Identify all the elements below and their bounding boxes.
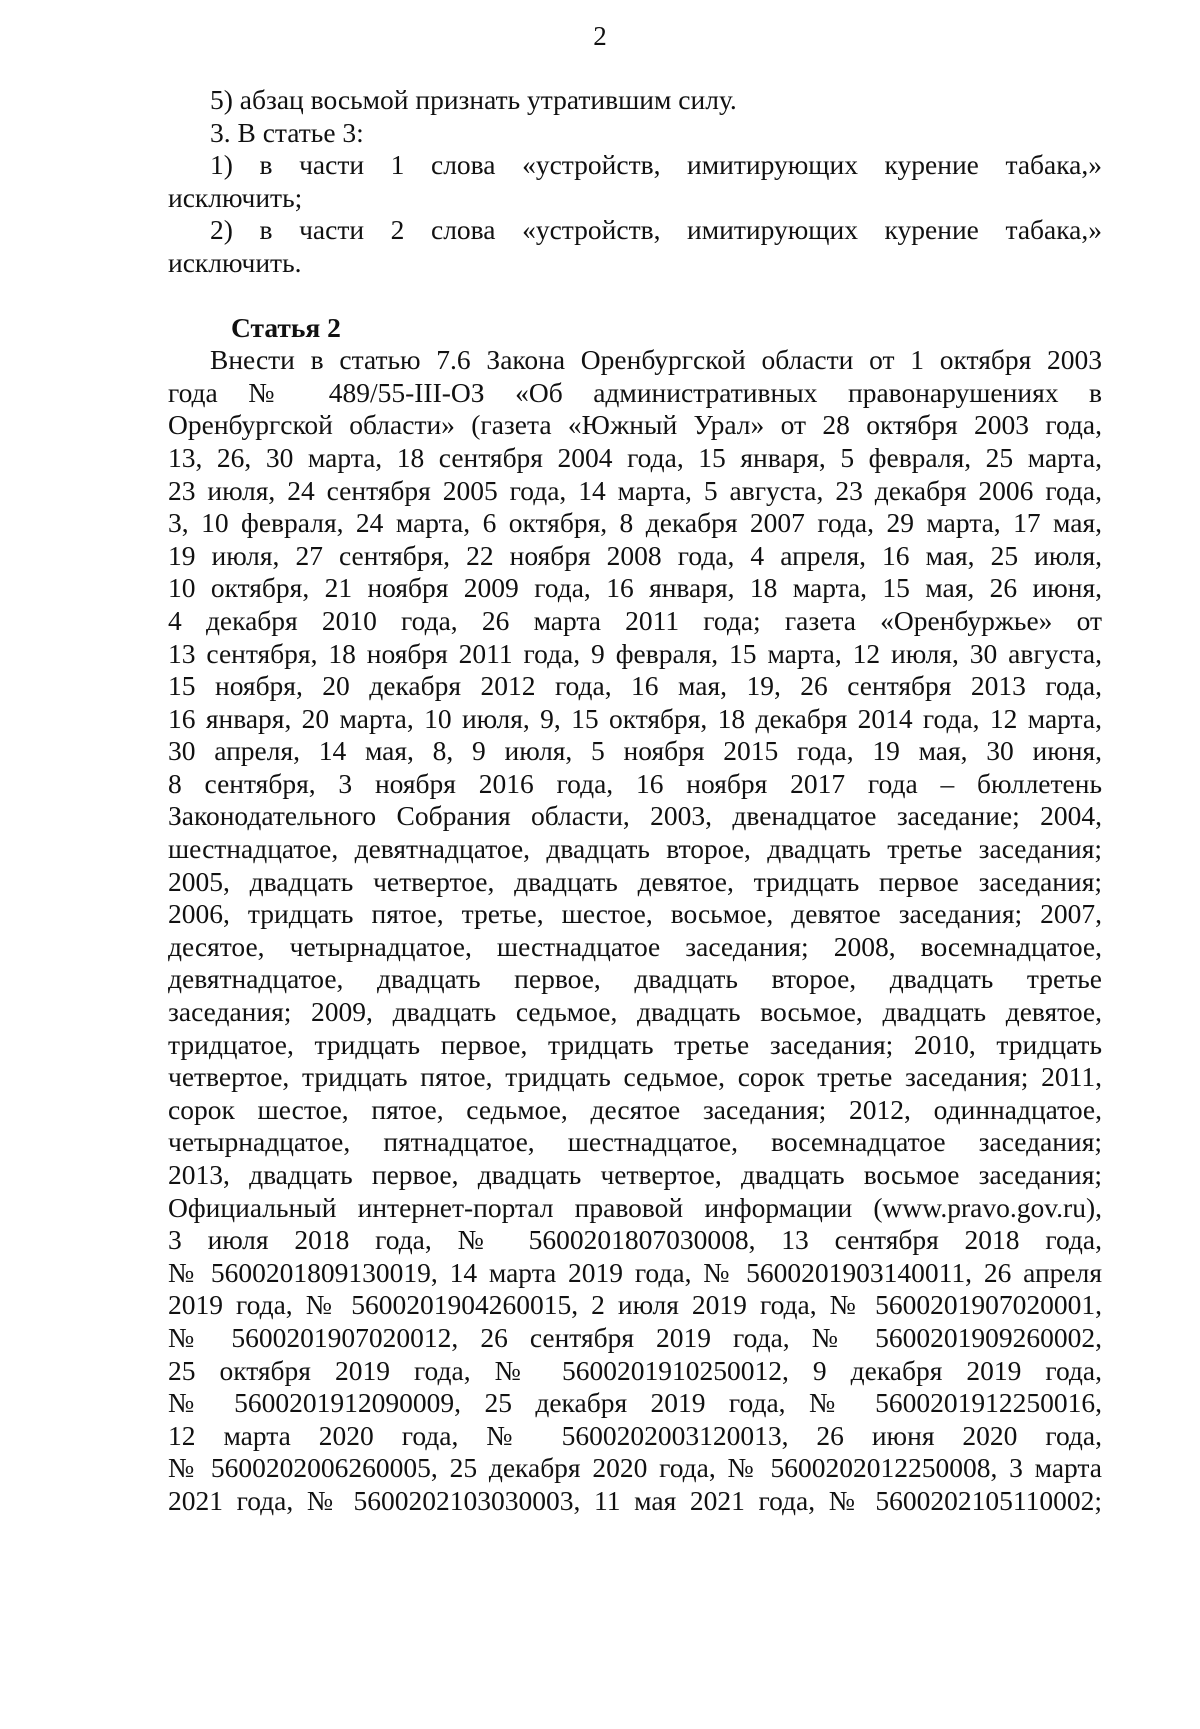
article-2-line: 25 октября 2019 года, № 5600201910250012, 9 декабря 2019 года, [168, 1354, 1102, 1386]
article-heading: Статья 2 [231, 311, 341, 343]
page-number: 2 [593, 21, 607, 51]
article-2-line: десятое, четырнадцатое, шестнадцатое заседания; 2008, восемнадцатое, [168, 930, 1102, 962]
article-2-line: № 5600201907020012, 26 сентября 2019 года, № 5600201909260002, [168, 1321, 1102, 1353]
article-2-line: 3, 10 февраля, 24 марта, 6 октября, 8 декабря 2007 года, 29 марта, 17 мая, [168, 507, 1102, 539]
article-2-line: 4 декабря 2010 года, 26 марта 2011 года; газета «Оренбуржье» от [168, 604, 1102, 636]
article-2-line: 13, 26, 30 марта, 18 сентября 2004 года, 15 января, 5 февраля, 25 марта, [168, 441, 1102, 473]
article-2-line: № 5600201809130019, 14 марта 2019 года, № 5600201903140011, 26 апреля [168, 1256, 1102, 1288]
article-2-line: 13 сентября, 18 ноября 2011 года, 9 февраля, 15 марта, 12 июля, 30 августа, [168, 637, 1102, 669]
article-2-line: 2013, двадцать первое, двадцать четвертое, двадцать восьмое заседания; [168, 1159, 1102, 1190]
paragraph-part2-line2: исключить. [168, 246, 302, 278]
article-2-line: № 5600201912090009, 25 декабря 2019 года, № 5600201912250016, [168, 1387, 1102, 1419]
paragraph-part2-line1: 2) в части 2 слова «устройств, имитирующих курение табака,» [210, 214, 1102, 246]
article-2-line: Законодательного Собрания области, 2003, двенадцатое заседание; 2004, [168, 800, 1102, 832]
article-2-text [168, 344, 1102, 1517]
article-2-line: заседания; 2009, двадцать седьмое, двадцать восьмое, двадцать девятое, [168, 996, 1102, 1028]
article-2-line: 3 июля 2018 года, № 5600201807030008, 13 сентября 2018 года, [168, 1224, 1102, 1256]
article-2-line: № 5600202006260005, 25 декабря 2020 года, № 5600202012250008, 3 марта [168, 1452, 1102, 1484]
article-2-line: Внести в статью 7.6 Закона Оренбургской области от 1 октября 2003 [210, 344, 1102, 376]
article-2-line: 15 ноября, 20 декабря 2012 года, 16 мая, 19, 26 сентября 2013 года, [168, 670, 1102, 702]
article-2-line: четвертое, тридцать пятое, тридцать седьмое, сорок третье заседания; 2011, [168, 1061, 1102, 1093]
article-2-line: 30 апреля, 14 мая, 8, 9 июля, 5 ноября 2015 года, 19 мая, 30 июня, [168, 735, 1102, 767]
article-2-line: шестнадцатое, девятнадцатое, двадцать второе, двадцать третье заседания; [168, 833, 1102, 865]
article-2-line: 19 июля, 27 сентября, 22 ноября 2008 года, 4 апреля, 16 мая, 25 июля, [168, 539, 1102, 571]
article-2-line: 16 января, 20 марта, 10 июля, 9, 15 октября, 18 декабря 2014 года, 12 марта, [168, 702, 1102, 734]
article-2-line: четырнадцатое, пятнадцатое, шестнадцатое, восемнадцатое заседания; [168, 1126, 1102, 1158]
article-2-line: 2021 года, № 5600202103030003, 11 мая 2021 года, № 5600202105110002; [168, 1484, 1102, 1516]
article-2-line: 8 сентября, 3 ноября 2016 года, 16 ноября 2017 года – бюллетень [168, 767, 1102, 799]
article-2-line: Оренбургской области» (газета «Южный Урал» от 28 октября 2003 года, [168, 409, 1102, 441]
document-body [168, 84, 1102, 1518]
article-2-line: 23 июля, 24 сентября 2005 года, 14 марта, 5 августа, 23 декабря 2006 года, [168, 474, 1102, 506]
article-2-line: тридцатое, тридцать первое, тридцать третье заседания; 2010, тридцать [168, 1028, 1102, 1060]
paragraph-article-3: 3. В статье 3: [210, 116, 364, 148]
spacer [168, 280, 1102, 312]
article-2-line: сорок шестое, пятое, седьмое, десятое заседания; 2012, одиннадцатое, [168, 1093, 1102, 1125]
paragraph-part1-line1: 1) в части 1 слова «устройств, имитирующих курение табака,» [210, 149, 1102, 181]
article-2-line: года № 489/55-III-ОЗ «Об административных правонарушениях в [168, 376, 1102, 408]
section-article1-end [168, 84, 1102, 280]
article-2-line: 2019 года, № 5600201904260015, 2 июля 2019 года, № 5600201907020001, [168, 1289, 1102, 1321]
article-2-line: 10 октября, 21 ноября 2009 года, 16 января, 18 марта, 15 мая, 26 июня, [168, 572, 1102, 604]
paragraph-part1-line2: исключить; [168, 181, 303, 213]
article-2-line: 12 марта 2020 года, № 5600202003120013, 26 июня 2020 года, [168, 1419, 1102, 1451]
article-2-line: 2006, тридцать пятое, третье, шестое, восьмое, девятое заседания; 2007, [168, 898, 1102, 930]
paragraph-item-5: 5) абзац восьмой признать утратившим силу. [210, 84, 737, 115]
article-2-line: 2005, двадцать четвертое, двадцать девятое, тридцать первое заседания; [168, 865, 1102, 897]
article-2-line: Официальный интернет-портал правовой информации (www.pravo.gov.ru), [168, 1191, 1102, 1223]
article-2-line: девятнадцатое, двадцать первое, двадцать второе, двадцать третье [168, 963, 1102, 995]
